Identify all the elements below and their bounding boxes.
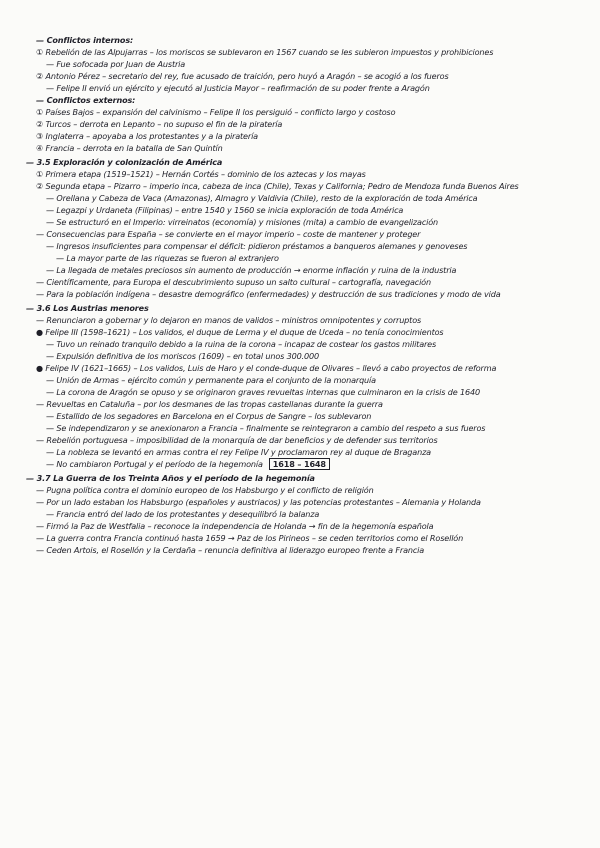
note-line xyxy=(26,204,590,216)
note-text: ② Turcos – derrota en Lepanto – no supuso el fin de la piratería xyxy=(36,119,283,129)
note-line xyxy=(26,508,590,520)
note-line xyxy=(26,106,590,118)
section-heading xyxy=(26,156,590,168)
note-text: — 3.5 Exploración y colonización de América xyxy=(26,157,223,167)
note-line xyxy=(26,118,590,130)
note-text: — Consecuencias para España – se convierte en el mayor imperio – coste de mantener y proteger xyxy=(36,229,421,239)
notes-body xyxy=(26,34,590,556)
note-text: ② Antonio Pérez – secretario del rey, fue acusado de traición, pero huyó a Aragón – se acogió a los fueros xyxy=(36,71,449,81)
note-line xyxy=(26,446,590,458)
note-line xyxy=(26,326,590,338)
note-text: ③ Inglaterra – apoyaba a los protestantes y a la piratería xyxy=(36,131,258,141)
note-text: — No cambiaron Portugal y el período de la hegemonía xyxy=(46,459,263,469)
note-text: — 3.6 Los Austrias menores xyxy=(26,303,149,313)
note-line xyxy=(26,458,590,470)
note-line xyxy=(26,276,590,288)
note-text: — Por un lado estaban los Habsburgo (españoles y austriacos) y las potencias protestantes – Alemania y Holanda xyxy=(36,497,481,507)
note-text: — Rebelión portuguesa – imposibilidad de la monarquía de dar beneficios y de defender sus territorios xyxy=(36,435,438,445)
note-line xyxy=(26,520,590,532)
note-text: ① Países Bajos – expansión del calvinismo – Felipe II los persiguió – conflicto largo y costoso xyxy=(36,107,396,117)
note-line xyxy=(26,496,590,508)
note-text: — La nobleza se levantó en armas contra el rey Felipe IV y proclamaron rey al duque de Braganza xyxy=(46,447,431,457)
note-line xyxy=(26,82,590,94)
note-text: — Científicamente, para Europa el descubrimiento supuso un salto cultural – cartografía, navegación xyxy=(36,277,431,287)
note-line xyxy=(26,70,590,82)
section-heading xyxy=(26,302,590,314)
section-heading xyxy=(26,472,590,484)
note-line xyxy=(26,58,590,70)
note-text: — Se independizaron y se anexionaron a Francia – finalmente se reintegraron a cambio del respeto a sus fueros xyxy=(46,423,486,433)
note-line xyxy=(26,314,590,326)
note-text: — Conflictos externos: xyxy=(36,95,136,105)
note-line xyxy=(26,484,590,496)
note-text: — Francia entró del lado de los protestantes y desequilibró la balanza xyxy=(46,509,320,519)
note-line xyxy=(26,288,590,300)
note-line xyxy=(26,130,590,142)
note-text: — La llegada de metales preciosos sin aumento de producción → enorme inflación y ruina de la industria xyxy=(46,265,457,275)
note-text: — Orellana y Cabeza de Vaca (Amazonas), Almagro y Valdivia (Chile), resto de la exploración de toda América xyxy=(46,193,478,203)
section-heading xyxy=(26,94,590,106)
note-text: — Renunciaron a gobernar y lo dejaron en manos de validos – ministros omnipotentes y corruptos xyxy=(36,315,422,325)
note-text: — Pugna política contra el dominio europeo de los Habsburgo y el conflicto de religión xyxy=(36,485,374,495)
note-line xyxy=(26,422,590,434)
note-text: — Revueltas en Cataluña – por los desmanes de las tropas castellanas durante la guerra xyxy=(36,399,383,409)
note-text: — Ingresos insuficientes para compensar el déficit: pidieron préstamos a banqueros alemanes y genoveses xyxy=(46,241,468,251)
note-text: — Fue sofocada por Juan de Austria xyxy=(46,59,186,69)
note-text: — Expulsión definitiva de los moriscos (1609) – en total unos 300.000 xyxy=(46,351,320,361)
note-text: — Estallido de los segadores en Barcelona en el Corpus de Sangre – los sublevaron xyxy=(46,411,372,421)
note-line xyxy=(26,374,590,386)
note-line xyxy=(26,192,590,204)
note-line xyxy=(26,398,590,410)
note-text: ● Felipe IV (1621–1665) – Los validos, Luis de Haro y el conde-duque de Olivares – llevó a cabo proyectos de reforma xyxy=(36,363,497,373)
note-line xyxy=(26,362,590,374)
note-text: ④ Francia – derrota en la batalla de San Quintín xyxy=(36,143,223,153)
note-line xyxy=(26,180,590,192)
note-text: — Legazpi y Urdaneta (Filipinas) – entre 1540 y 1560 se inicia exploración de toda América xyxy=(46,205,404,215)
note-line xyxy=(26,434,590,446)
note-text: — Se estructuró en el Imperio: virreinatos (economía) y misiones (mita) a cambio de evangelización xyxy=(46,217,439,227)
note-text: ① Primera etapa (1519–1521) – Hernán Cortés – dominio de los aztecas y los mayas xyxy=(36,169,366,179)
note-text: — Firmó la Paz de Westfalia – reconoce la independencia de Holanda → fin de la hegemonía española xyxy=(36,521,434,531)
note-text: — Conflictos internos: xyxy=(36,35,134,45)
note-text: — Para la población indígena – desastre demográfico (enfermedades) y destrucción de sus tradiciones y modo de vida xyxy=(36,289,501,299)
note-text: ● Felipe III (1598–1621) – Los validos, el duque de Lerma y el duque de Uceda – no tenía conocimientos xyxy=(36,327,444,337)
note-text: — Tuvo un reinado tranquilo debido a la ruina de la corona – incapaz de costear los gastos militares xyxy=(46,339,437,349)
note-text: — 3.7 La Guerra de los Treinta Años y el período de la hegemonía xyxy=(26,473,315,483)
note-line xyxy=(26,264,590,276)
section-heading xyxy=(26,34,590,46)
note-line xyxy=(26,168,590,180)
note-text: — La guerra contra Francia continuó hasta 1659 → Paz de los Pirineos – se ceden territorios como el Rosellón xyxy=(36,533,464,543)
note-line xyxy=(26,46,590,58)
note-text: — La mayor parte de las riquezas se fueron al extranjero xyxy=(56,253,279,263)
note-text: ② Segunda etapa – Pizarro – imperio inca, cabeza de inca (Chile), Texas y California; Pedro de Mendoza funda Buenos Aires xyxy=(36,181,519,191)
note-line xyxy=(26,544,590,556)
note-line xyxy=(26,410,590,422)
note-text: ① Rebelión de las Alpujarras – los moriscos se sublevaron en 1567 cuando se les subieron impuestos y prohibiciones xyxy=(36,47,494,57)
note-line xyxy=(26,338,590,350)
note-line xyxy=(26,228,590,240)
note-line xyxy=(26,350,590,362)
note-text: — Unión de Armas – ejército común y permanente para el conjunto de la monarquía xyxy=(46,375,376,385)
note-line xyxy=(26,216,590,228)
note-line xyxy=(26,252,590,264)
note-line xyxy=(26,240,590,252)
note-line xyxy=(26,386,590,398)
boxed-date-range: 1618 – 1648 xyxy=(269,458,330,470)
note-text: — Ceden Artois, el Rosellón y la Cerdaña – renuncia definitiva al liderazgo europeo frente a Francia xyxy=(36,545,425,555)
note-text: — Felipe II envió un ejército y ejecutó al Justicia Mayor – reafirmación de su poder frente a Aragón xyxy=(46,83,430,93)
note-line xyxy=(26,142,590,154)
note-text: — La corona de Aragón se opuso y se originaron graves revueltas internas que culminaron en la crisis de 1640 xyxy=(46,387,480,397)
note-line xyxy=(26,532,590,544)
